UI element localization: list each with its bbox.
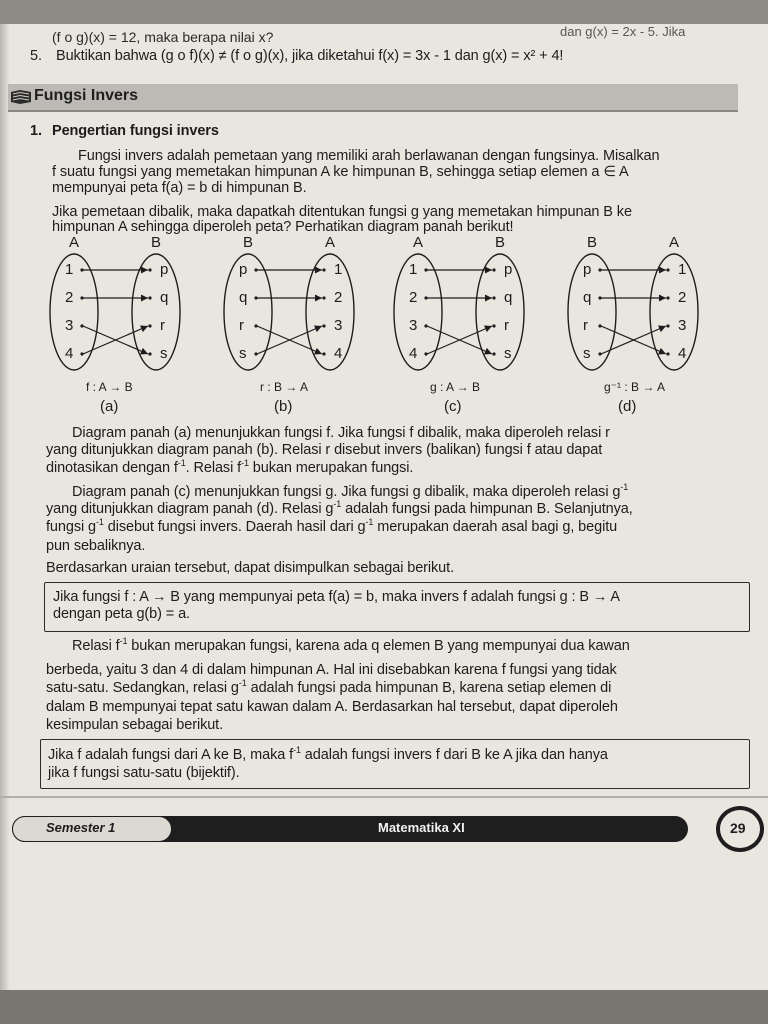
- intro-line-3: mempunyai peta f(a) = b di himpunan B.: [52, 180, 307, 196]
- element-dot: [148, 324, 151, 327]
- exercise-text: Buktikan bahwa (g o f)(x) ≠ (f o g)(x), jika diketahui f(x) = 3x - 1 dan g(x) = x² + 4!: [56, 48, 564, 64]
- right-set-ellipse: [476, 254, 524, 370]
- footer-semester: Semester 1: [46, 820, 116, 835]
- para-a-line-3: dinotasikan dengan $f^{-1}$. Relasi $f^{-1}$ bukan merupakan fungsi.: [46, 458, 414, 476]
- page-number: 29: [730, 820, 746, 836]
- section-title: Fungsi Invers: [34, 87, 139, 104]
- mapping-caption: g : A → B: [430, 380, 481, 394]
- left-set-ellipse: [568, 254, 616, 370]
- diagram-label: (c): [444, 398, 462, 415]
- mapping-caption: r : B → A: [260, 380, 309, 394]
- diagram-label: (d): [618, 398, 637, 415]
- left-element: q: [583, 289, 592, 306]
- element-dot: [666, 352, 669, 355]
- left-element: 3: [409, 317, 418, 334]
- para-rel-line-3: satu-satu. Sedangkan, relasi $g^{-1}$ adalah fungsi pada himpunan B, karena setiap elemen di: [46, 678, 612, 696]
- left-element: s: [583, 345, 591, 362]
- right-element: q: [504, 289, 513, 306]
- left-element: 4: [65, 345, 74, 362]
- definition-line-1: Jika fungsi f : A → B yang mempunyai peta f(a) = b, maka invers f adalah fungsi g : B → A: [53, 589, 620, 605]
- right-element: 4: [678, 345, 687, 362]
- element-dot: [322, 352, 325, 355]
- element-dot: [322, 296, 325, 299]
- mapping-caption: f : A → B: [86, 380, 133, 394]
- previous-exercise-line: (f o g)(x) = 12, maka berapa nilai x?: [52, 29, 274, 45]
- para-rel-line-4: dalam B mempunyai tepat satu kawan dalam A. Berdasarkan hal tersebut, dapat diperoleh: [46, 699, 618, 715]
- element-dot: [322, 324, 325, 327]
- intro-line-5: himpunan A sehingga diperoleh peta? Perhatikan diagram panah berikut!: [52, 219, 514, 235]
- left-set-ellipse: [394, 254, 442, 370]
- element-dot: [148, 296, 151, 299]
- page-divider: [0, 796, 768, 798]
- right-element: r: [160, 317, 165, 334]
- para-a-line-2: yang ditunjukkan diagram panah (b). Relasi r disebut invers (balikan) fungsi f atau dapat: [46, 442, 603, 458]
- mapping-caption: g⁻¹ : B → A: [604, 380, 666, 394]
- left-element: 2: [65, 289, 74, 306]
- set-name-right: B: [151, 234, 162, 251]
- para-rel-line-2: berbeda, yaitu 3 dan 4 di dalam himpunan A. Hal ini disebabkan karena f fungsi yang tidak: [46, 662, 617, 678]
- para-c-line-1: Diagram panah (c) menunjukkan fungsi g. Jika fungsi g dibalik, maka diperoleh relasi $g^{-1}$: [72, 482, 629, 500]
- element-dot: [666, 268, 669, 271]
- arrow-diagrams: [0, 0, 768, 430]
- element-dot: [666, 324, 669, 327]
- element-dot: [492, 296, 495, 299]
- footer-subject: Matematika XI: [378, 820, 465, 835]
- right-element: 2: [334, 289, 343, 306]
- right-element: 3: [334, 317, 343, 334]
- left-element: 1: [409, 261, 418, 278]
- conclusion-line-1: Jika f adalah fungsi dari A ke B, maka $f^{-1}$ adalah fungsi invers f dari B ke A jika dan hanya: [48, 745, 608, 763]
- left-element: p: [239, 261, 248, 278]
- left-element: s: [239, 345, 247, 362]
- subsection-number: 1.: [30, 123, 42, 139]
- para-c-line-4: pun sebaliknya.: [46, 538, 146, 554]
- right-set-ellipse: [650, 254, 698, 370]
- left-element: q: [239, 289, 248, 306]
- left-element: 3: [65, 317, 74, 334]
- right-element: s: [504, 345, 512, 362]
- cut-off-text: dan g(x) = 2x - 5. Jika: [560, 24, 686, 39]
- definition-line-2: dengan peta g(b) = a.: [53, 606, 190, 622]
- right-element: p: [160, 261, 169, 278]
- right-set-ellipse: [306, 254, 354, 370]
- intro-line-2: f suatu fungsi yang memetakan himpunan A ke himpunan B, sehingga setiap elemen a ∈ A: [52, 164, 629, 180]
- left-set-ellipse: [224, 254, 272, 370]
- para-rel-line-1: Relasi $f^{-1}$ bukan merupakan fungsi, karena ada q elemen B yang mempunyai dua kawan: [72, 636, 630, 654]
- right-element: s: [160, 345, 168, 362]
- subsection-title: Pengertian fungsi invers: [52, 123, 219, 139]
- set-name-left: A: [69, 234, 80, 251]
- right-element: q: [160, 289, 169, 306]
- para-c-line-5: Berdasarkan uraian tersebut, dapat disimpulkan sebagai berikut.: [46, 560, 455, 576]
- set-name-left: B: [587, 234, 598, 251]
- set-name-right: A: [669, 234, 680, 251]
- intro-line-4: Jika pemetaan dibalik, maka dapatkah ditentukan fungsi g yang memetakan himpunan B ke: [52, 204, 632, 220]
- para-c-line-3: fungsi $g^{-1}$ disebut fungsi invers. Daerah hasil dari $g^{-1}$ merupakan daerah asal bagi g, begitu: [46, 517, 618, 535]
- set-name-right: A: [325, 234, 336, 251]
- element-dot: [492, 324, 495, 327]
- left-element: r: [583, 317, 588, 334]
- set-name-right: B: [495, 234, 506, 251]
- diagram-label: (b): [274, 398, 293, 415]
- table-surface: [0, 990, 768, 1024]
- right-element: p: [504, 261, 513, 278]
- diagram-label: (a): [100, 398, 119, 415]
- exercise-number: 5.: [30, 48, 42, 64]
- element-dot: [666, 296, 669, 299]
- conclusion-line-2: jika f fungsi satu-satu (bijektif).: [48, 765, 240, 781]
- right-set-ellipse: [132, 254, 180, 370]
- set-name-left: A: [413, 234, 424, 251]
- right-element: r: [504, 317, 509, 334]
- right-element: 4: [334, 345, 343, 362]
- left-element: 4: [409, 345, 418, 362]
- para-rel-line-5: kesimpulan sebagai berikut.: [46, 717, 224, 733]
- right-element: 3: [678, 317, 687, 334]
- element-dot: [148, 352, 151, 355]
- element-dot: [492, 352, 495, 355]
- element-dot: [148, 268, 151, 271]
- left-element: 1: [65, 261, 74, 278]
- right-element: 2: [678, 289, 687, 306]
- element-dot: [492, 268, 495, 271]
- para-a-line-1: Diagram panah (a) menunjukkan fungsi f. Jika fungsi f dibalik, maka diperoleh relasi r: [72, 425, 610, 441]
- element-dot: [322, 268, 325, 271]
- para-c-line-2: yang ditunjukkan diagram panah (d). Relasi $g^{-1}$ adalah fungsi pada himpunan B. Selanjutnya,: [46, 499, 633, 517]
- left-element: r: [239, 317, 244, 334]
- left-set-ellipse: [50, 254, 98, 370]
- left-element: 2: [409, 289, 418, 306]
- set-name-left: B: [243, 234, 254, 251]
- intro-line-1: Fungsi invers adalah pemetaan yang memiliki arah berlawanan dengan fungsinya. Misalkan: [78, 148, 660, 164]
- left-element: p: [583, 261, 592, 278]
- right-element: 1: [678, 261, 687, 278]
- right-element: 1: [334, 261, 343, 278]
